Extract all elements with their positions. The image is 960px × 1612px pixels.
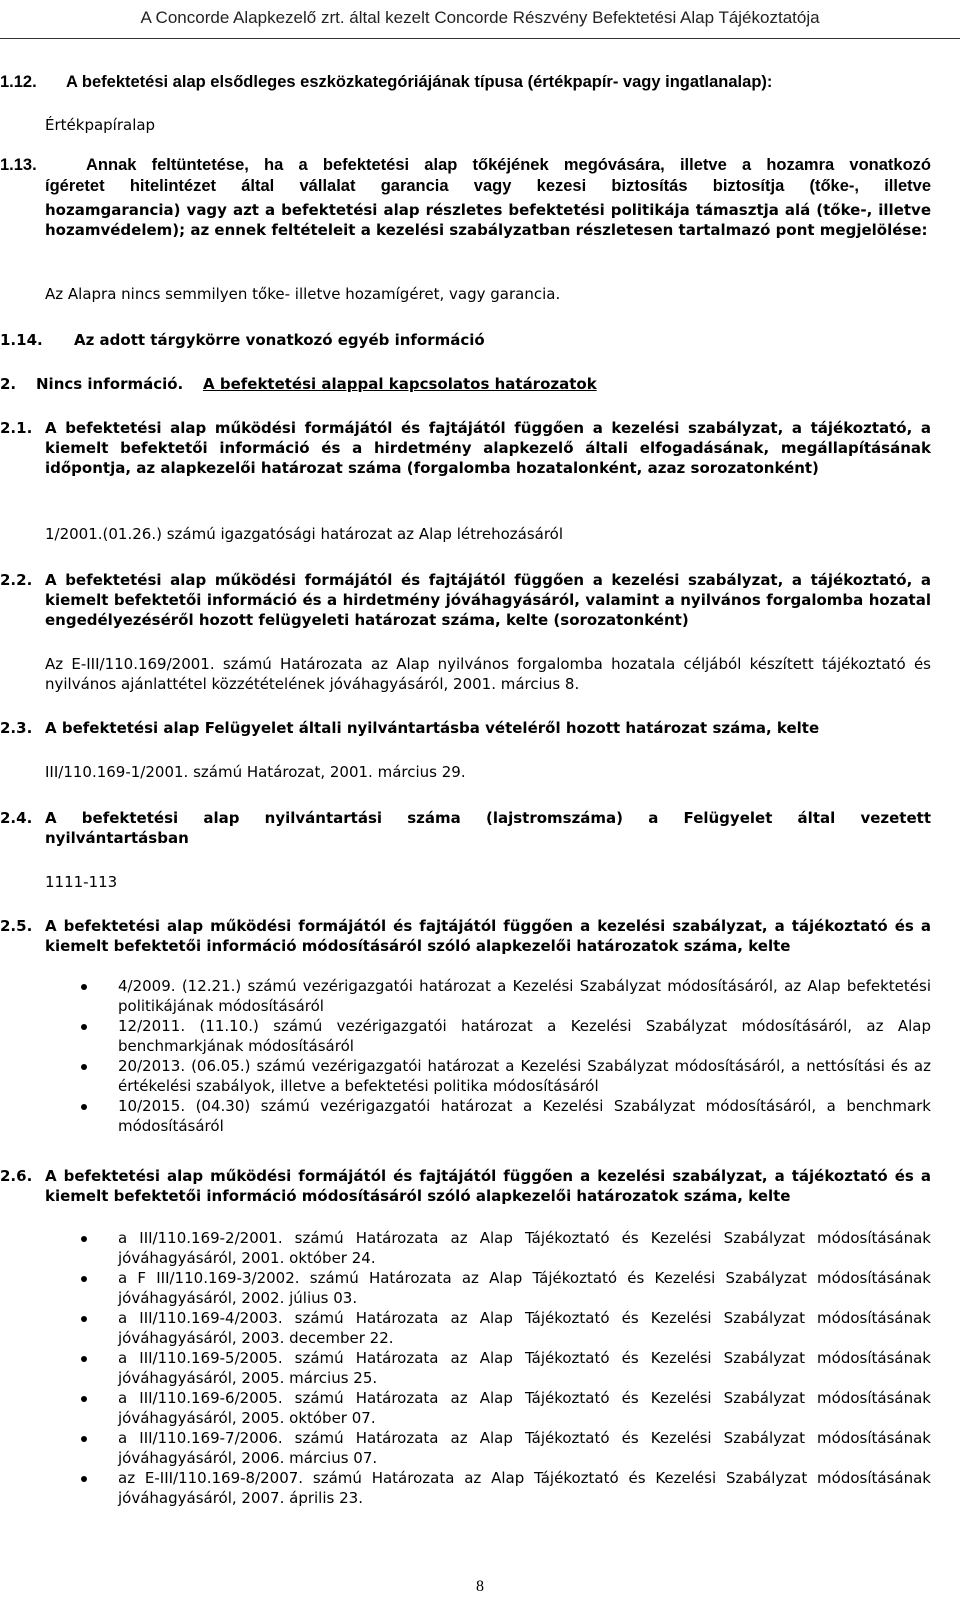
bullet-icon — [81, 1104, 87, 1110]
section-title: Az adott tárgykörre vonatkozó egyéb információ — [74, 331, 485, 349]
section-title: A befektetési alap működési formájától és fajtájától függően a kezelési szabályzat, a tájékoztató és a kiemelt befektetői információ módosításáról szóló alapkezelői határozatok száma, kelte — [45, 1167, 931, 1205]
section-title: A befektetési alap működési formájától és fajtájától függően a kezelési szabályzat, a tájékoztató és a kiemelt befektetői információ módosításáról szóló alapkezelői határozatok száma, kelte — [45, 917, 931, 955]
bullet-icon — [81, 1436, 87, 1442]
section-value: Az E-III/110.169/2001. számú Határozata az Alap nyilvános forgalomba hozatala céljából készített tájékoztató és nyilvános ajánlattétel közzétételének jóváhagyásáról, 2001. március 8. — [45, 655, 931, 693]
list-item: a III/110.169-6/2005. számú Határozata az Alap Tájékoztató és Kezelési Szabályzat módosításának jóváhagyásáról, 2005. október 07. — [0, 1388, 931, 1428]
list-item: a F III/110.169-3/2002. számú Határozata az Alap Tájékoztató és Kezelési Szabályzat módosításának jóváhagyásáról, 2002. július 03. — [0, 1268, 931, 1308]
bullet-icon — [81, 1236, 87, 1242]
bullet-icon — [81, 984, 87, 990]
section-number: 2.2. — [0, 571, 33, 589]
section-value: Az Alapra nincs semmilyen tőke- illetve hozamígéret, vagy garancia. — [45, 285, 561, 303]
section-number: 2.3. — [0, 719, 33, 737]
bullet-icon — [81, 1276, 87, 1282]
list-item: 12/2011. (11.10.) számú vezérigazgatói határozat a Kezelési Szabályzat módosításáról, az Alap benchmarkjának módosításáról — [0, 1016, 931, 1056]
section-title: A befektetési alap működési formájától és fajtájától függően a kezelési szabályzat, a tájékoztató, a kiemelt befektetői információ és a hirdetmény alapkezelő általi elfogadásának, megállapításának időpontja, az alapkezelői határozat száma (forgalomba hozatalonként, azaz sorozatonként) — [45, 419, 931, 477]
bullet-icon — [81, 1316, 87, 1322]
section-value: 1/2001.(01.26.) számú igazgatósági határozat az Alap létrehozásáról — [45, 525, 564, 543]
page-header: A Concorde Alapkezelő zrt. által kezelt Concorde Részvény Befektetési Alap Tájékoztatója — [140, 8, 820, 27]
section-number: 2.4. — [0, 809, 33, 827]
section-title-line-2: ígéretet hitelintézet által vállalat garancia vagy kezesi biztosítás biztosítja (tőke-, illetve — [45, 177, 931, 195]
bullet-icon — [81, 1064, 87, 1070]
section-title: A befektetési alap Felügyelet általi nyilvántartásba vételéről hozott határozat száma, kelte — [45, 719, 820, 737]
section-number: 1.14. — [0, 331, 43, 349]
resolution-list-2-5 — [0, 976, 960, 1136]
list-item: 4/2009. (12.21.) számú vezérigazgatói határozat a Kezelési Szabályzat módosításáról, az Alap befektetési politikájának módosításáról — [0, 976, 931, 1016]
section-title-line-1: Annak feltüntetése, ha a befektetési alap tőkéjének megóvására, illetve a hozamra vonatkozó — [86, 156, 931, 174]
section-title-line-1: A befektetési alap nyilvántartási száma (lajstromszáma) a Felügyelet által vezetett — [45, 809, 931, 827]
bullet-icon — [81, 1476, 87, 1482]
section-number: 2.5. — [0, 917, 33, 935]
section-number: 1.12. — [0, 73, 37, 91]
section-title: A befektetési alappal kapcsolatos határozatok — [203, 375, 597, 393]
bullet-icon — [81, 1356, 87, 1362]
section-value: Értékpapíralap — [45, 116, 156, 134]
list-item: 10/2015. (04.30) számú vezérigazgatói határozat a Kezelési Szabályzat módosításáról, a benchmark módosításáról — [0, 1096, 931, 1136]
section-value: III/110.169-1/2001. számú Határozat, 2001. március 29. — [45, 763, 466, 781]
no-information-text: Nincs információ. — [36, 375, 184, 393]
section-number: 1.13. — [0, 156, 37, 174]
section-title-rest: hozamgarancia) vagy azt a befektetési alap részletes befektetési politikája támasztja alá (tőke-, illetve hozamvédelem); az ennek feltételeit a kezelési szabályzatban részletesen tartalmazó pont megjelölése: — [45, 201, 931, 239]
section-value: 1111-113 — [45, 873, 118, 891]
section-number: 2.1. — [0, 419, 33, 437]
list-item: az E-III/110.169-8/2007. számú Határozata az Alap Tájékoztató és Kezelési Szabályzat módosításának jóváhagyásáról, 2007. április 23. — [0, 1468, 931, 1508]
bullet-icon — [81, 1396, 87, 1402]
section-number: 2. — [0, 375, 17, 393]
section-title: A befektetési alap elsődleges eszközkategóriájának típusa (értékpapír- vagy ingatlanalap): — [66, 73, 773, 91]
section-title-line-2: nyilvántartásban — [45, 829, 189, 847]
bullet-icon — [81, 1024, 87, 1030]
page-number: 8 — [476, 1578, 484, 1595]
list-item: a III/110.169-5/2005. számú Határozata az Alap Tájékoztató és Kezelési Szabályzat módosításának jóváhagyásáról, 2005. március 25. — [0, 1348, 931, 1388]
header-divider — [0, 38, 960, 39]
resolution-list-2-6 — [0, 1228, 960, 1508]
list-item: a III/110.169-7/2006. számú Határozata az Alap Tájékoztató és Kezelési Szabályzat módosításának jóváhagyásáról, 2006. március 07. — [0, 1428, 931, 1468]
list-item: a III/110.169-2/2001. számú Határozata az Alap Tájékoztató és Kezelési Szabályzat módosításának jóváhagyásáról, 2001. október 24. — [0, 1228, 931, 1268]
list-item: 20/2013. (06.05.) számú vezérigazgatói határozat a Kezelési Szabályzat módosításáról, a nettósítási és az értékelési szabályok, illetve a befektetési politika módosításáról — [0, 1056, 931, 1096]
list-item: a III/110.169-4/2003. számú Határozata az Alap Tájékoztató és Kezelési Szabályzat módosításának jóváhagyásáról, 2003. december 22. — [0, 1308, 931, 1348]
section-title: A befektetési alap működési formájától és fajtájától függően a kezelési szabályzat, a tájékoztató, a kiemelt befektetői információ és a hirdetmény jóváhagyásáról, valamint a nyilvános forgalomba hozatal engedélyezéséről hozott felügyeleti határozat száma, kelte (sorozatonként) — [45, 571, 931, 629]
section-number: 2.6. — [0, 1167, 33, 1185]
